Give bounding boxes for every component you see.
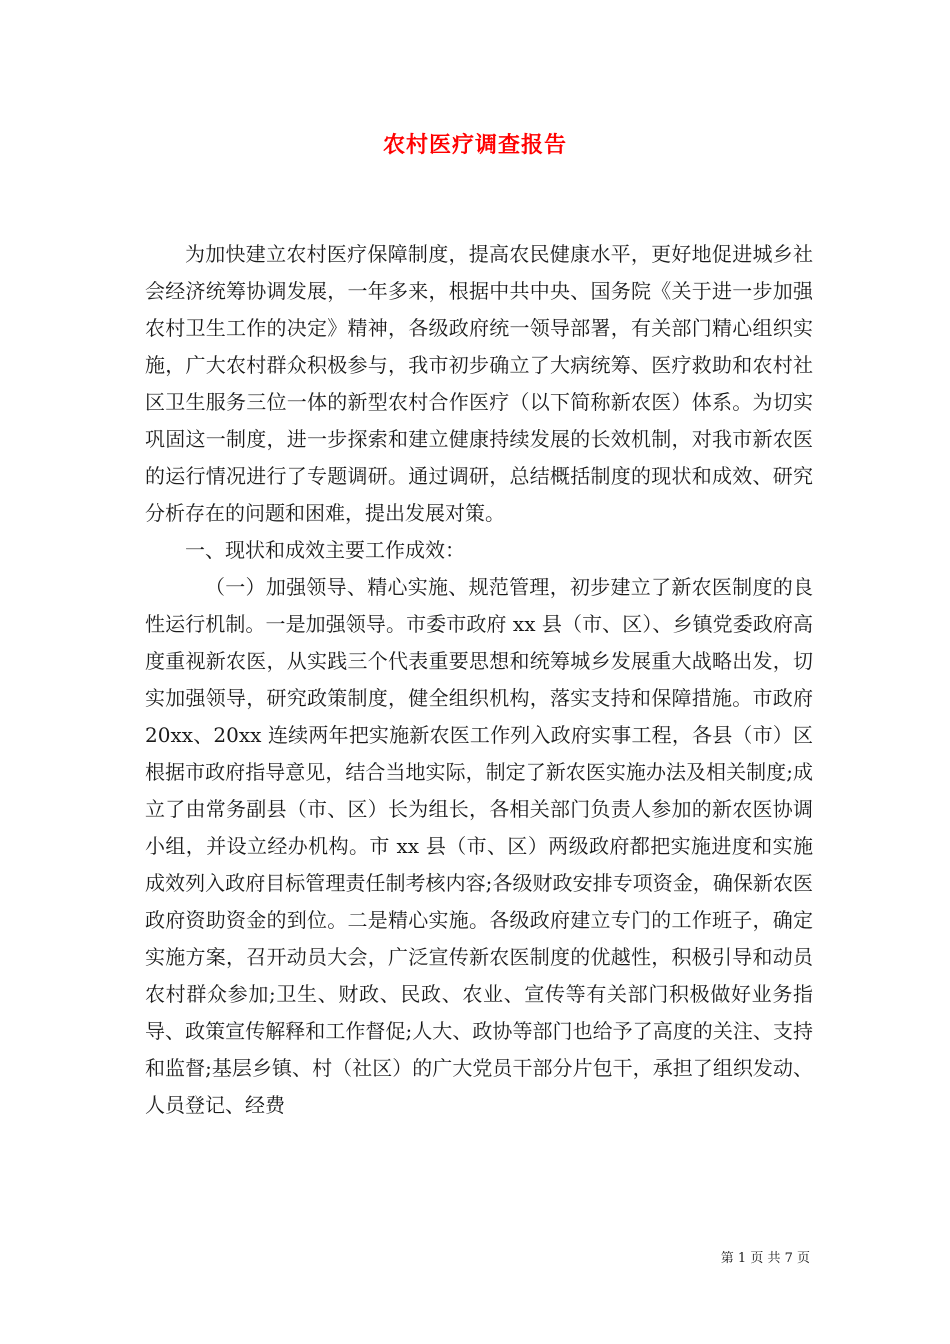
section-heading-1: 一、现状和成效主要工作成效： xyxy=(185,538,465,562)
paragraph-section-1-1: （一）加强领导、精心实施、规范管理，初步建立了新农医制度的良性运行机制。一是加强领导。市委市政府 xx 县（市、区）、乡镇党委政府高度重视新农医，从实践三个代表重要思想和统筹城乡发展重大战略出发，切实加强领导，研究政策制度，健全组织机构，落实支持和保障措施。市政府 20xx、20xx 连续两年把实施新农医工作列入政府实事工程，各县（市）区根据市政府指导意见，结合当地实际，制定了新农医实施办法及相关制度;成立了由常务副县（市、区）长为组长，各相关部门负责人参加的新农医协调小组，并设立经办机构。市 xx 县（市、区）两级政府都把实施进度和实施成效列入政府目标管理责任制考核内容;各级财政安排专项资金，确保新农医政府资助资金的到位。二是精心实施。各级政府建立专门的工作班子，确定实施方案，召开动员大会，广泛宣传新农医制度的优越性，积极引导和动员农村群众参加;卫生、财政、民政、农业、宣传等有关部门积极做好业务指导、政策宣传解释和工作督促;人大、政协等部门也给予了高度的关注、支持和监督;基层乡镇、村（社区）的广大党员干部分片包干，承担了组织发动、人员登记、经费 xyxy=(145,575,813,1117)
paragraph-intro: 为加快建立农村医疗保障制度，提高农民健康水平，更好地促进城乡社会经济统筹协调发展，一年多来，根据中共中央、国务院《关于进一步加强农村卫生工作的决定》精神，各级政府统一领导部署，有关部门精心组织实施，广大农村群众积极参与，我市初步确立了大病统筹、医疗救助和农村社区卫生服务三位一体的新型农村合作医疗（以下简称新农医）体系。为切实巩固这一制度，进一步探索和建立健康持续发展的长效机制，对我市新农医的运行情况进行了专题调研。通过调研，总结概括制度的现状和成效、研究分析存在的问题和困难，提出发展对策。 xyxy=(145,242,813,525)
document-title: 农村医疗调查报告 xyxy=(382,132,567,158)
document-body xyxy=(145,236,813,1124)
page-number: 第 1 页 共 7 页 xyxy=(720,1251,810,1266)
